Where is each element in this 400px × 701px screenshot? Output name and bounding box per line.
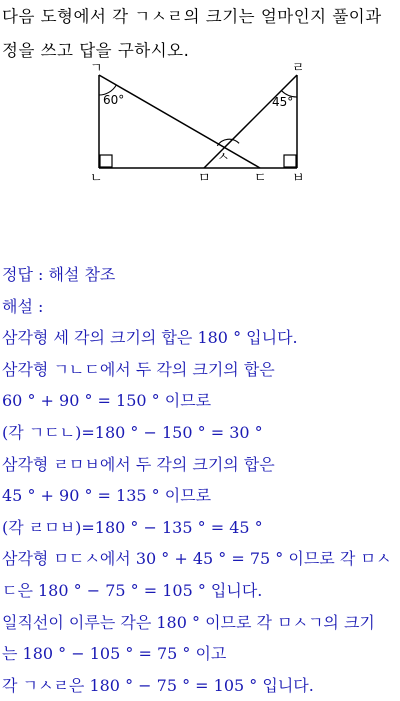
- label-g: ㄱ: [90, 61, 103, 76]
- solution-line: 는 180 ° − 105 ° = 75 ° 이고: [2, 644, 227, 664]
- solution-line: (각 ㄹㅁㅂ)=180 ° − 135 ° = 45 °: [2, 517, 263, 537]
- solution-line: 60 ° + 90 ° = 150 ° 이므로: [2, 391, 212, 411]
- solution-line: 각 ㄱㅅㄹ은 180 ° − 75 ° = 105 ° 입니다.: [2, 675, 314, 695]
- solution-line: 일직선이 이루는 각은 180 ° 이므로 각 ㅁㅅㄱ의 크기: [2, 612, 375, 632]
- solution-line: (각 ㄱㄷㄴ)=180 ° − 150 ° = 30 °: [2, 422, 263, 442]
- answer-line: 정답 : 해설 참조: [2, 265, 116, 284]
- label-d: ㄷ: [254, 171, 267, 186]
- geometry-figure: [0, 0, 400, 200]
- question-line-2: 정을 쓰고 답을 구하시오.: [2, 41, 190, 60]
- solution-line: 삼각형 세 각의 크기의 합은 180 ° 입니다.: [2, 328, 298, 348]
- segment-g-d: [99, 75, 260, 168]
- right-angle-mark-b: [284, 155, 296, 167]
- solution-line: 삼각형 ㄹㅁㅂ에서 두 각의 크기의 합은: [2, 454, 275, 474]
- solution-line: 삼각형 ㄱㄴㄷ에서 두 각의 크기의 합은: [2, 359, 275, 379]
- label-n: ㄴ: [90, 171, 103, 186]
- label-r: ㄹ: [292, 61, 305, 76]
- label-s: ㅅ: [217, 150, 230, 165]
- label-m: ㅁ: [198, 171, 211, 186]
- solution-block: [2, 259, 398, 701]
- explanation-heading: 해설 :: [2, 296, 44, 316]
- question-line-1: 다음 도형에서 각 ㄱㅅㄹ의 크기는 얼마인지 풀이과: [2, 7, 382, 26]
- angle-label-g: 60°: [103, 93, 125, 107]
- label-b: ㅂ: [292, 171, 305, 186]
- solution-line: 45 ° + 90 ° = 135 ° 이므로: [2, 486, 212, 506]
- solution-line: 삼각형 ㅁㄷㅅ에서 30 ° + 45 ° = 75 ° 이므로 각 ㅁㅅ: [2, 549, 392, 569]
- solution-line: ㄷ은 180 ° − 75 ° = 105 ° 입니다.: [2, 580, 263, 600]
- angle-label-r: 45°: [272, 95, 294, 109]
- right-angle-mark-n: [100, 155, 112, 167]
